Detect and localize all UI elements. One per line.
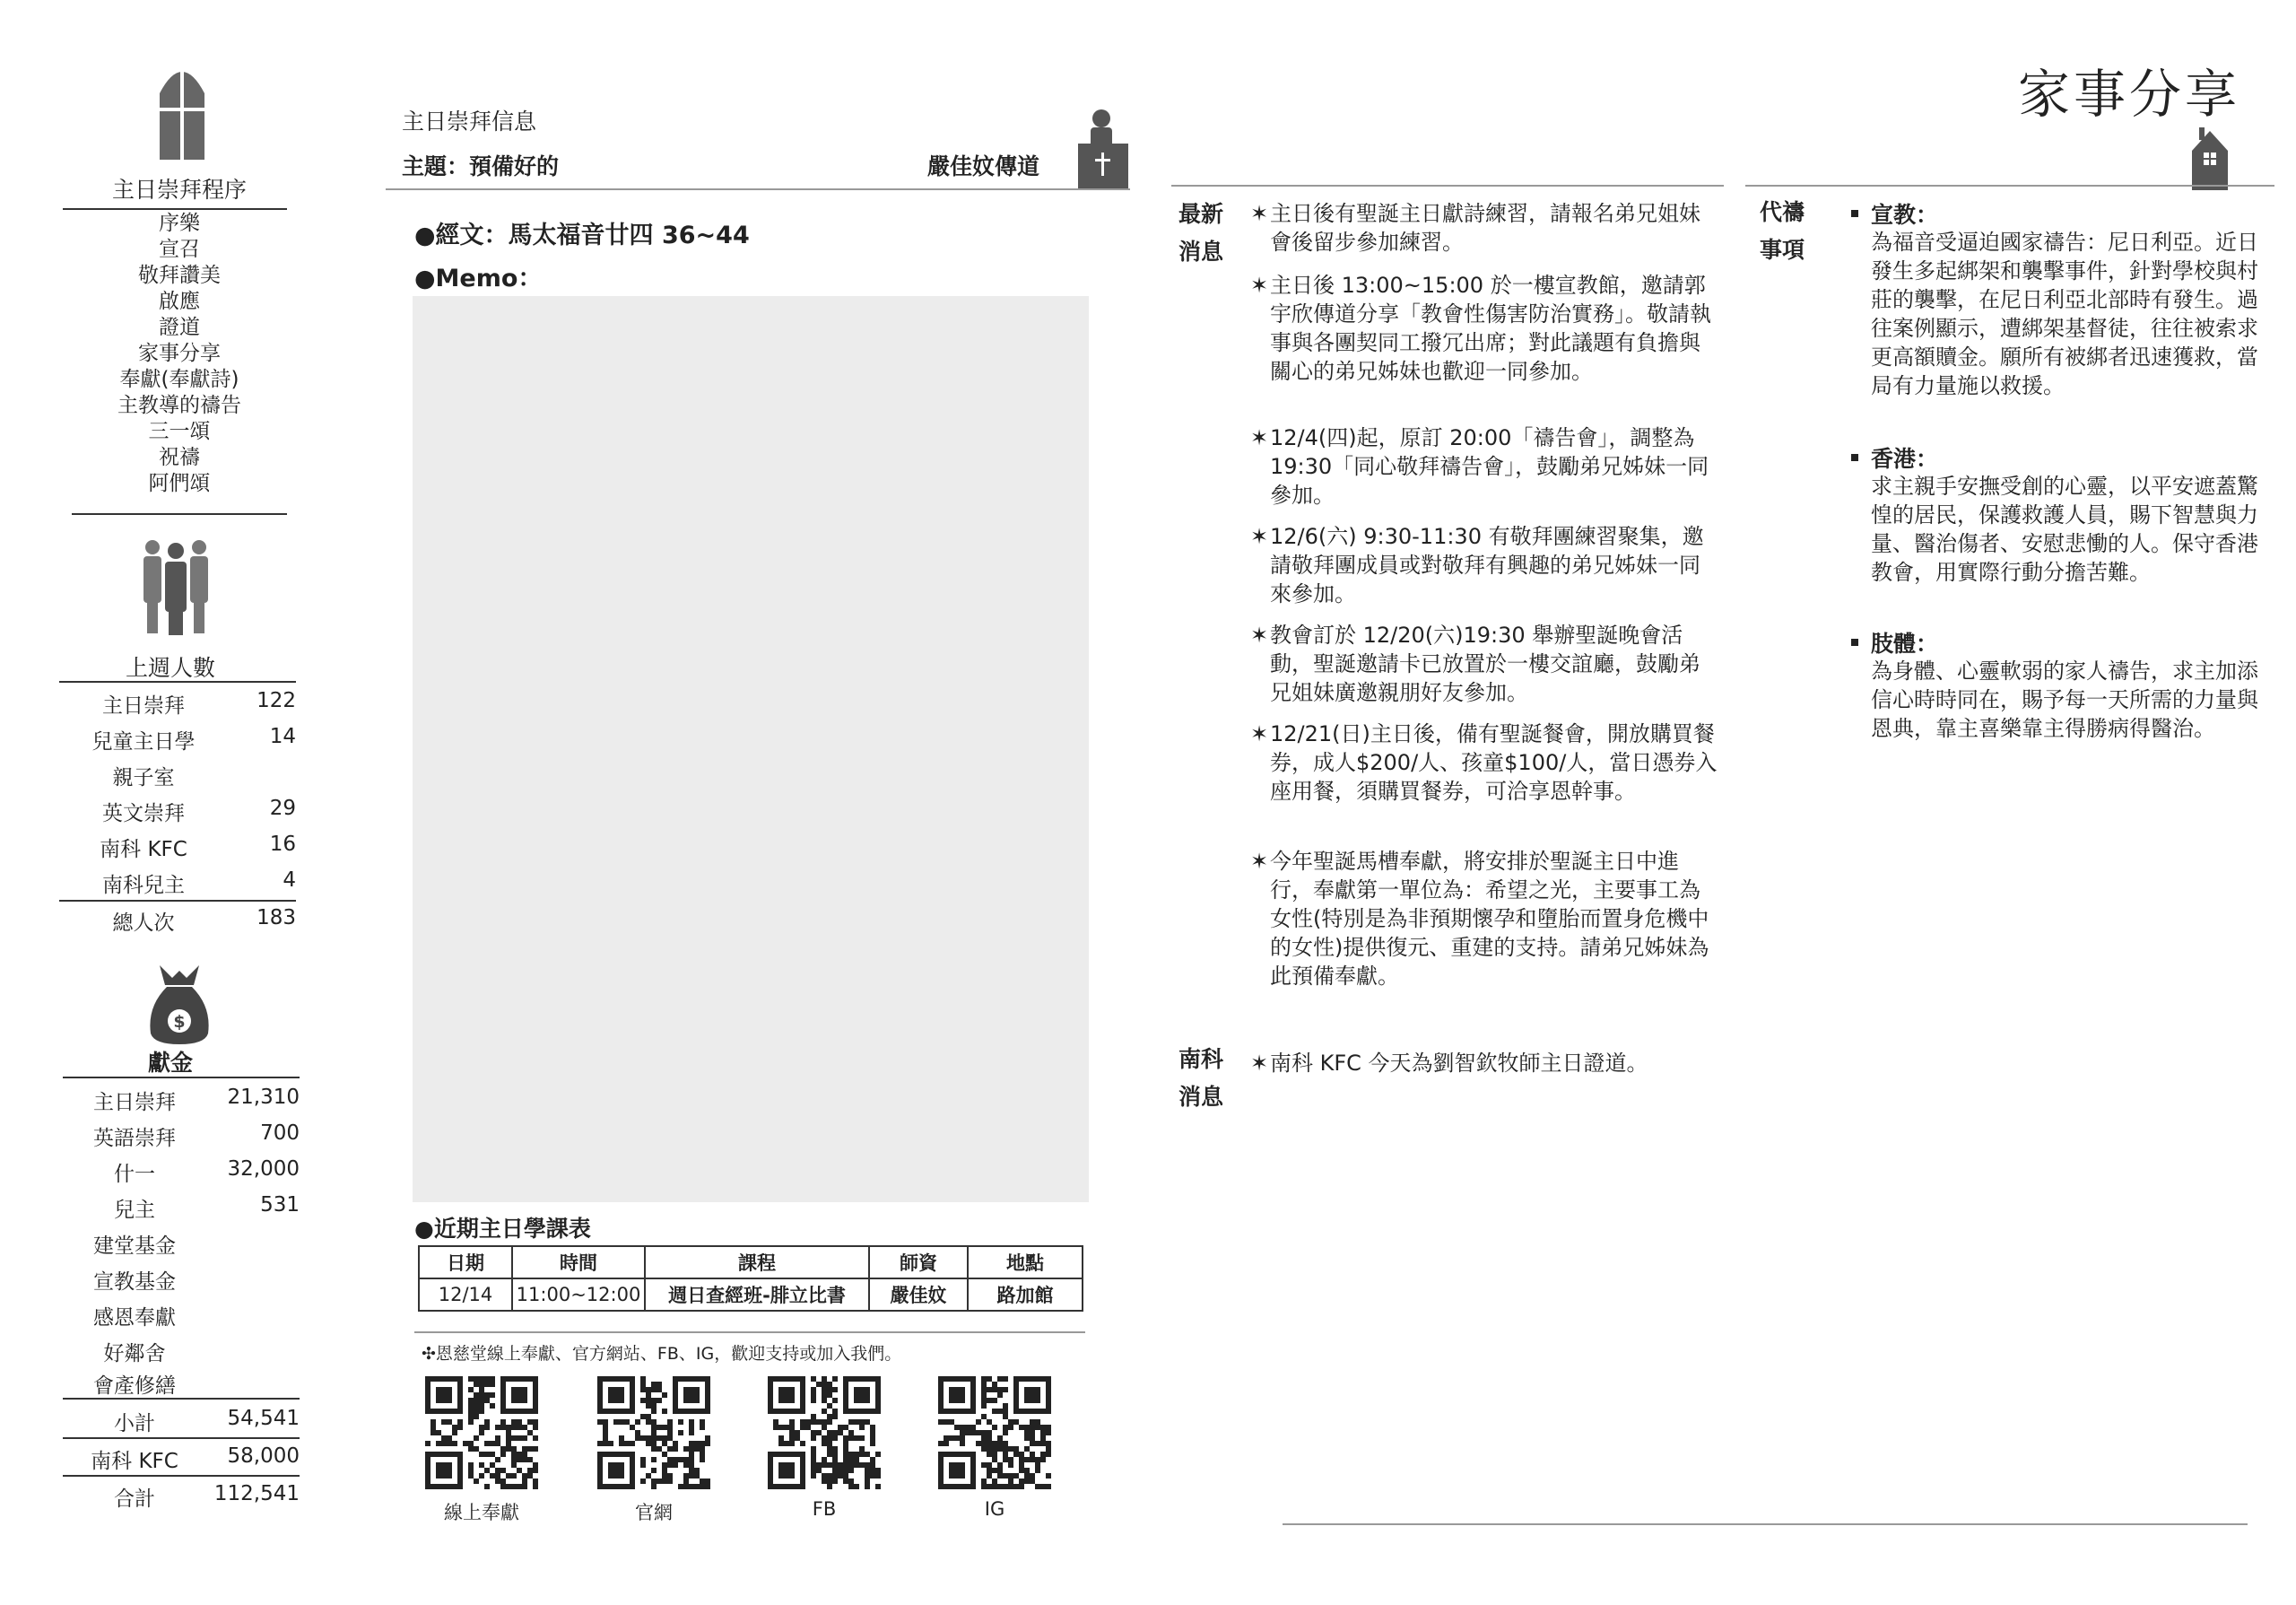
- table-cell: 週日查經班-腓立比書: [645, 1278, 869, 1311]
- news-item: ✶ 12/21(日)主日後，備有聖誕餐會，開放購買餐券，成人$200/人、孩童$100/人，當日憑券入座用餐，須購買餐券，可洽享恩幹事。: [1250, 721, 1718, 804]
- order-list: [54, 211, 305, 497]
- divider: [414, 1331, 1085, 1333]
- table-header-row: [419, 1246, 1083, 1278]
- order-item: 證道: [159, 316, 200, 339]
- column-header: 地點: [968, 1246, 1083, 1278]
- order-item: 祝禱: [159, 446, 200, 469]
- nanke-news-header: 南科 消息: [1178, 1046, 1224, 1110]
- news-item: ✶ 12/4(四)起，原訂 20:00「禱告會」，調整為 19:30「同心敬拜禱告會」，鼓勵弟兄姊妹一同參加。: [1250, 425, 1709, 508]
- column-header: 課程: [645, 1246, 869, 1278]
- column-header: 師資: [869, 1246, 968, 1278]
- divider: [386, 188, 1130, 190]
- latest-news-header: 最新 消息: [1178, 201, 1224, 265]
- sermon-heading: 主日崇拜信息: [402, 109, 537, 135]
- bullet-icon: [1851, 210, 1858, 217]
- money-bag-icon: [147, 962, 212, 1044]
- prayer-item-body: 為身體、心靈軟弱的家人禱告，求主加添信心時時同在，賜予每一天所需的力量與恩典，靠主喜樂靠主得勝病得醫治。: [1871, 659, 2258, 741]
- prayer-item-title: 香港：: [1871, 446, 1939, 472]
- qr-label: 線上奉獻: [444, 1502, 519, 1523]
- offering-title: 獻金: [147, 1050, 193, 1076]
- order-item: 啟應: [159, 290, 200, 313]
- divider: [63, 1398, 300, 1400]
- bullet-icon: [1851, 454, 1858, 461]
- table-cell: 12/14: [419, 1278, 512, 1311]
- order-title: 主日崇拜程序: [111, 177, 247, 203]
- order-item: 三一頌: [148, 420, 211, 443]
- qr-label: IG: [984, 1498, 1005, 1520]
- divider: [1745, 185, 2274, 187]
- svg-text:$: $: [173, 1012, 186, 1032]
- pulpit-icon: [1076, 108, 1132, 190]
- bullet-icon: [1851, 639, 1858, 646]
- divider: [72, 513, 287, 515]
- table-cell: 嚴佳妏: [869, 1278, 968, 1311]
- memo-label: ●Memo：: [414, 265, 543, 292]
- prayer-item-title: 宣教：: [1871, 202, 1939, 228]
- prayer-header: 代禱 事項: [1760, 199, 1805, 263]
- column-header: 日期: [419, 1246, 512, 1278]
- qr-code-ig[interactable]: [938, 1376, 1051, 1489]
- memo-area[interactable]: [413, 296, 1089, 1202]
- page-title: 家事分享: [2018, 64, 2241, 125]
- divider: [1283, 1523, 2248, 1525]
- divider: [63, 208, 287, 210]
- church-window-icon: [158, 57, 206, 160]
- house-icon: [2188, 126, 2231, 190]
- attendance-title: 上週人數: [125, 655, 215, 681]
- qr-code-online-offering[interactable]: [425, 1376, 538, 1489]
- divider: [63, 1475, 300, 1477]
- sermon-theme: 主題：預備好的: [402, 153, 560, 179]
- prayer-item-body: 求主親手安撫受創的心靈，以平安遮蓋驚惶的居民，保護救護人員，賜下智慧與力量、醫治傷者、安慰悲慟的人。保守香港教會，用實際行動分擔苦難。: [1871, 474, 2258, 585]
- news-item: ✶ 主日後 13:00~15:00 於一樓宣教館，邀請郭宇欣傳道分享「教會性傷害防治實務」。敬請執事與各團契同工撥冗出席；對此議題有負擔與關心的弟兄姊妹也歡迎一同參加。: [1250, 273, 1711, 384]
- prayer-item-title: 肢體：: [1871, 631, 1939, 657]
- divider: [63, 1437, 300, 1439]
- sermon-preacher: 嚴佳妏傳道: [927, 153, 1040, 179]
- table-cell: 路加館: [968, 1278, 1083, 1311]
- divider: [59, 681, 296, 683]
- prayer-item-body: 為福音受逼迫國家禱告：尼日利亞。近日發生多起綁架和襲擊事件，針對學校與村莊的襲擊，在尼日利亞北部時有發生。過往案例顯示，遭綁架基督徒，往往被索求更高額贖金。願所有被綁者迅速獲救，當局有力量施以救援。: [1871, 230, 2258, 398]
- divider: [1171, 185, 1724, 187]
- order-item: 奉獻(奉獻詩): [119, 368, 239, 391]
- table-row: [419, 1278, 1083, 1311]
- nanke-news-item: ✶ 南科 KFC 今天為劉智欽牧師主日證道。: [1250, 1051, 1648, 1076]
- order-item: 序樂: [159, 212, 200, 235]
- news-item: ✶ 今年聖誕馬槽奉獻，將安排於聖誕主日中進行，奉獻第一單位為：希望之光，主要事工為女性(特別是為非預期懷孕和墮胎而置身危機中的女性)提供復元、重建的支持。請弟兄姊妹為此預備奉獻。: [1250, 849, 1709, 989]
- support-text: ✣恩慈堂線上奉獻、官方網站、FB、IG，歡迎支持或加入我們。: [422, 1344, 902, 1364]
- news-item: ✶ 主日後有聖誕主日獻詩練習，請報名弟兄姐妹會後留步參加練習。: [1250, 201, 1700, 255]
- qr-label: FB: [812, 1498, 837, 1520]
- qr-code-website[interactable]: [597, 1376, 710, 1489]
- column-header: 時間: [512, 1246, 645, 1278]
- sunday-school-table: [418, 1245, 1083, 1312]
- news-item: ✶ 12/6(六) 9:30-11:30 有敬拜團練習聚集，邀請敬拜團成員或對敬拜有興趣的弟兄姊妹一同來參加。: [1250, 524, 1704, 606]
- qr-code-fb[interactable]: [768, 1376, 881, 1489]
- order-item: 敬拜讚美: [138, 264, 221, 287]
- divider: [59, 900, 296, 902]
- news-item: ✶ 教會訂於 12/20(六)19:30 舉辦聖誕晚會活動，聖誕邀請卡已放置於一樓交誼廳，鼓勵弟兄姐妹廣邀親朋好友參加。: [1250, 623, 1700, 705]
- order-item: 阿們頌: [148, 472, 211, 495]
- qr-label: 官網: [635, 1502, 673, 1523]
- order-item: 主教導的禱告: [117, 394, 241, 417]
- order-item: 家事分享: [138, 342, 221, 365]
- people-icon: [140, 538, 212, 635]
- divider: [63, 1077, 300, 1078]
- order-item: 宣召: [159, 238, 200, 261]
- sunday-school-title: ●近期主日學課表: [414, 1216, 591, 1242]
- table-cell: 11:00~12:00: [512, 1278, 645, 1311]
- scripture: ●經文：馬太福音廿四 36~44: [414, 222, 750, 249]
